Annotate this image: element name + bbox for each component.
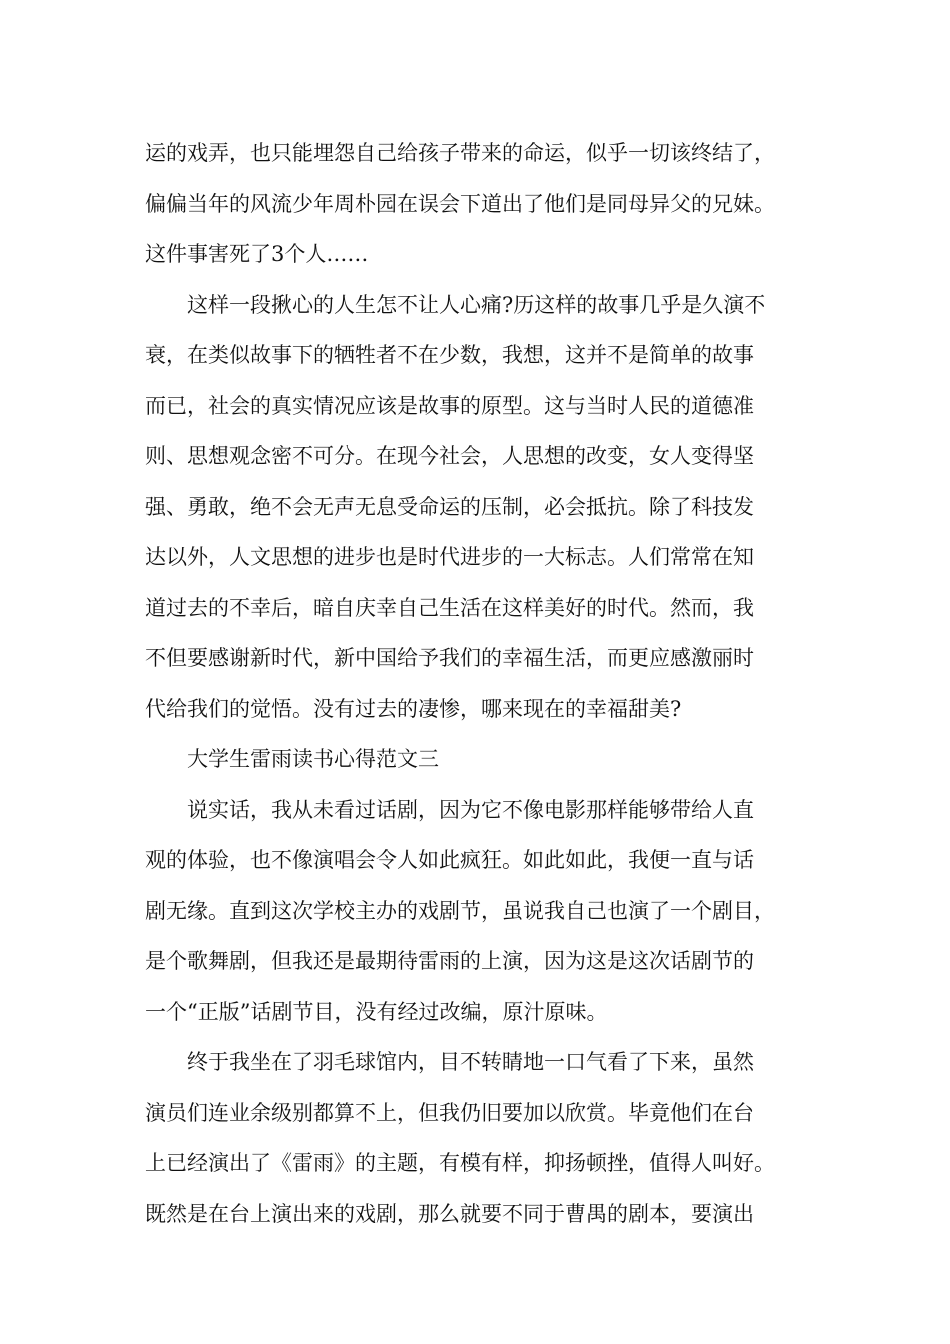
section-heading: 大学生雷雨读书心得范文三 <box>187 747 439 771</box>
text-line: 剧无缘。直到这次学校主办的戏剧节，虽说我自己也演了一个剧目， <box>145 898 775 923</box>
text-line: 观的体验，也不像演唱会令人如此疯狂。如此如此，我便一直与话 <box>145 848 754 872</box>
text-line: 是个歌舞剧，但我还是最期待雷雨的上演，因为这是这次话剧节的 <box>145 949 754 973</box>
document-body <box>145 128 825 1239</box>
paragraph-first-line: 说实话，我从未看过话剧，因为它不像电影那样能够带给人直 <box>187 797 754 822</box>
text-line: 运的戏弄，也只能埋怨自己给孩子带来的命运，似乎一切该终结了， <box>145 141 775 165</box>
text-line: 达以外，人文思想的进步也是时代进步的一大标志。人们常常在知 <box>145 545 754 569</box>
text-line: 则、思想观念密不可分。在现今社会，人思想的改变，女人变得坚 <box>145 444 754 468</box>
text-line: 强、勇敢，绝不会无声无息受命运的压制，必会抵抗。除了科技发 <box>145 494 754 519</box>
text-line: 偏偏当年的风流少年周朴园在误会下道出了他们是同母异父的兄妹。 <box>145 191 775 216</box>
paragraph-first-line: 这样一段揪心的人生怎不让人心痛?历这样的故事几乎是久演不 <box>187 292 766 317</box>
text-line: 道过去的不幸后，暗自庆幸自己生活在这样美好的时代。然而，我 <box>145 595 754 620</box>
text-line: 不但要感谢新时代，新中国给予我们的幸福生活，而更应感激丽时 <box>145 646 754 670</box>
text-line: 这件事害死了3个人…… <box>145 242 369 266</box>
text-line: 代给我们的觉悟。没有过去的凄惨，哪来现在的幸福甜美? <box>145 696 682 721</box>
text-line: 衰，在类似故事下的牺牲者不在少数，我想，这并不是简单的故事 <box>145 343 754 367</box>
text-line: 而已，社会的真实情况应该是故事的原型。这与当时人民的道德准 <box>145 393 754 418</box>
text-line: 一个“正版”话剧节目，没有经过改编，原汁原味。 <box>145 999 608 1024</box>
text-line: 演员们连业余级别都算不上，但我仍旧要加以欣赏。毕竟他们在台 <box>145 1100 754 1125</box>
paragraph-first-line: 终于我坐在了羽毛球馆内，目不转睛地一口气看了下来，虽然 <box>187 1050 754 1074</box>
text-line: 上已经演出了《雷雨》的主题，有模有样，抑扬顿挫，值得人叫好。 <box>145 1151 775 1175</box>
text-line: 既然是在台上演出来的戏剧，那么就要不同于曹禺的剧本，要演出 <box>145 1201 754 1226</box>
